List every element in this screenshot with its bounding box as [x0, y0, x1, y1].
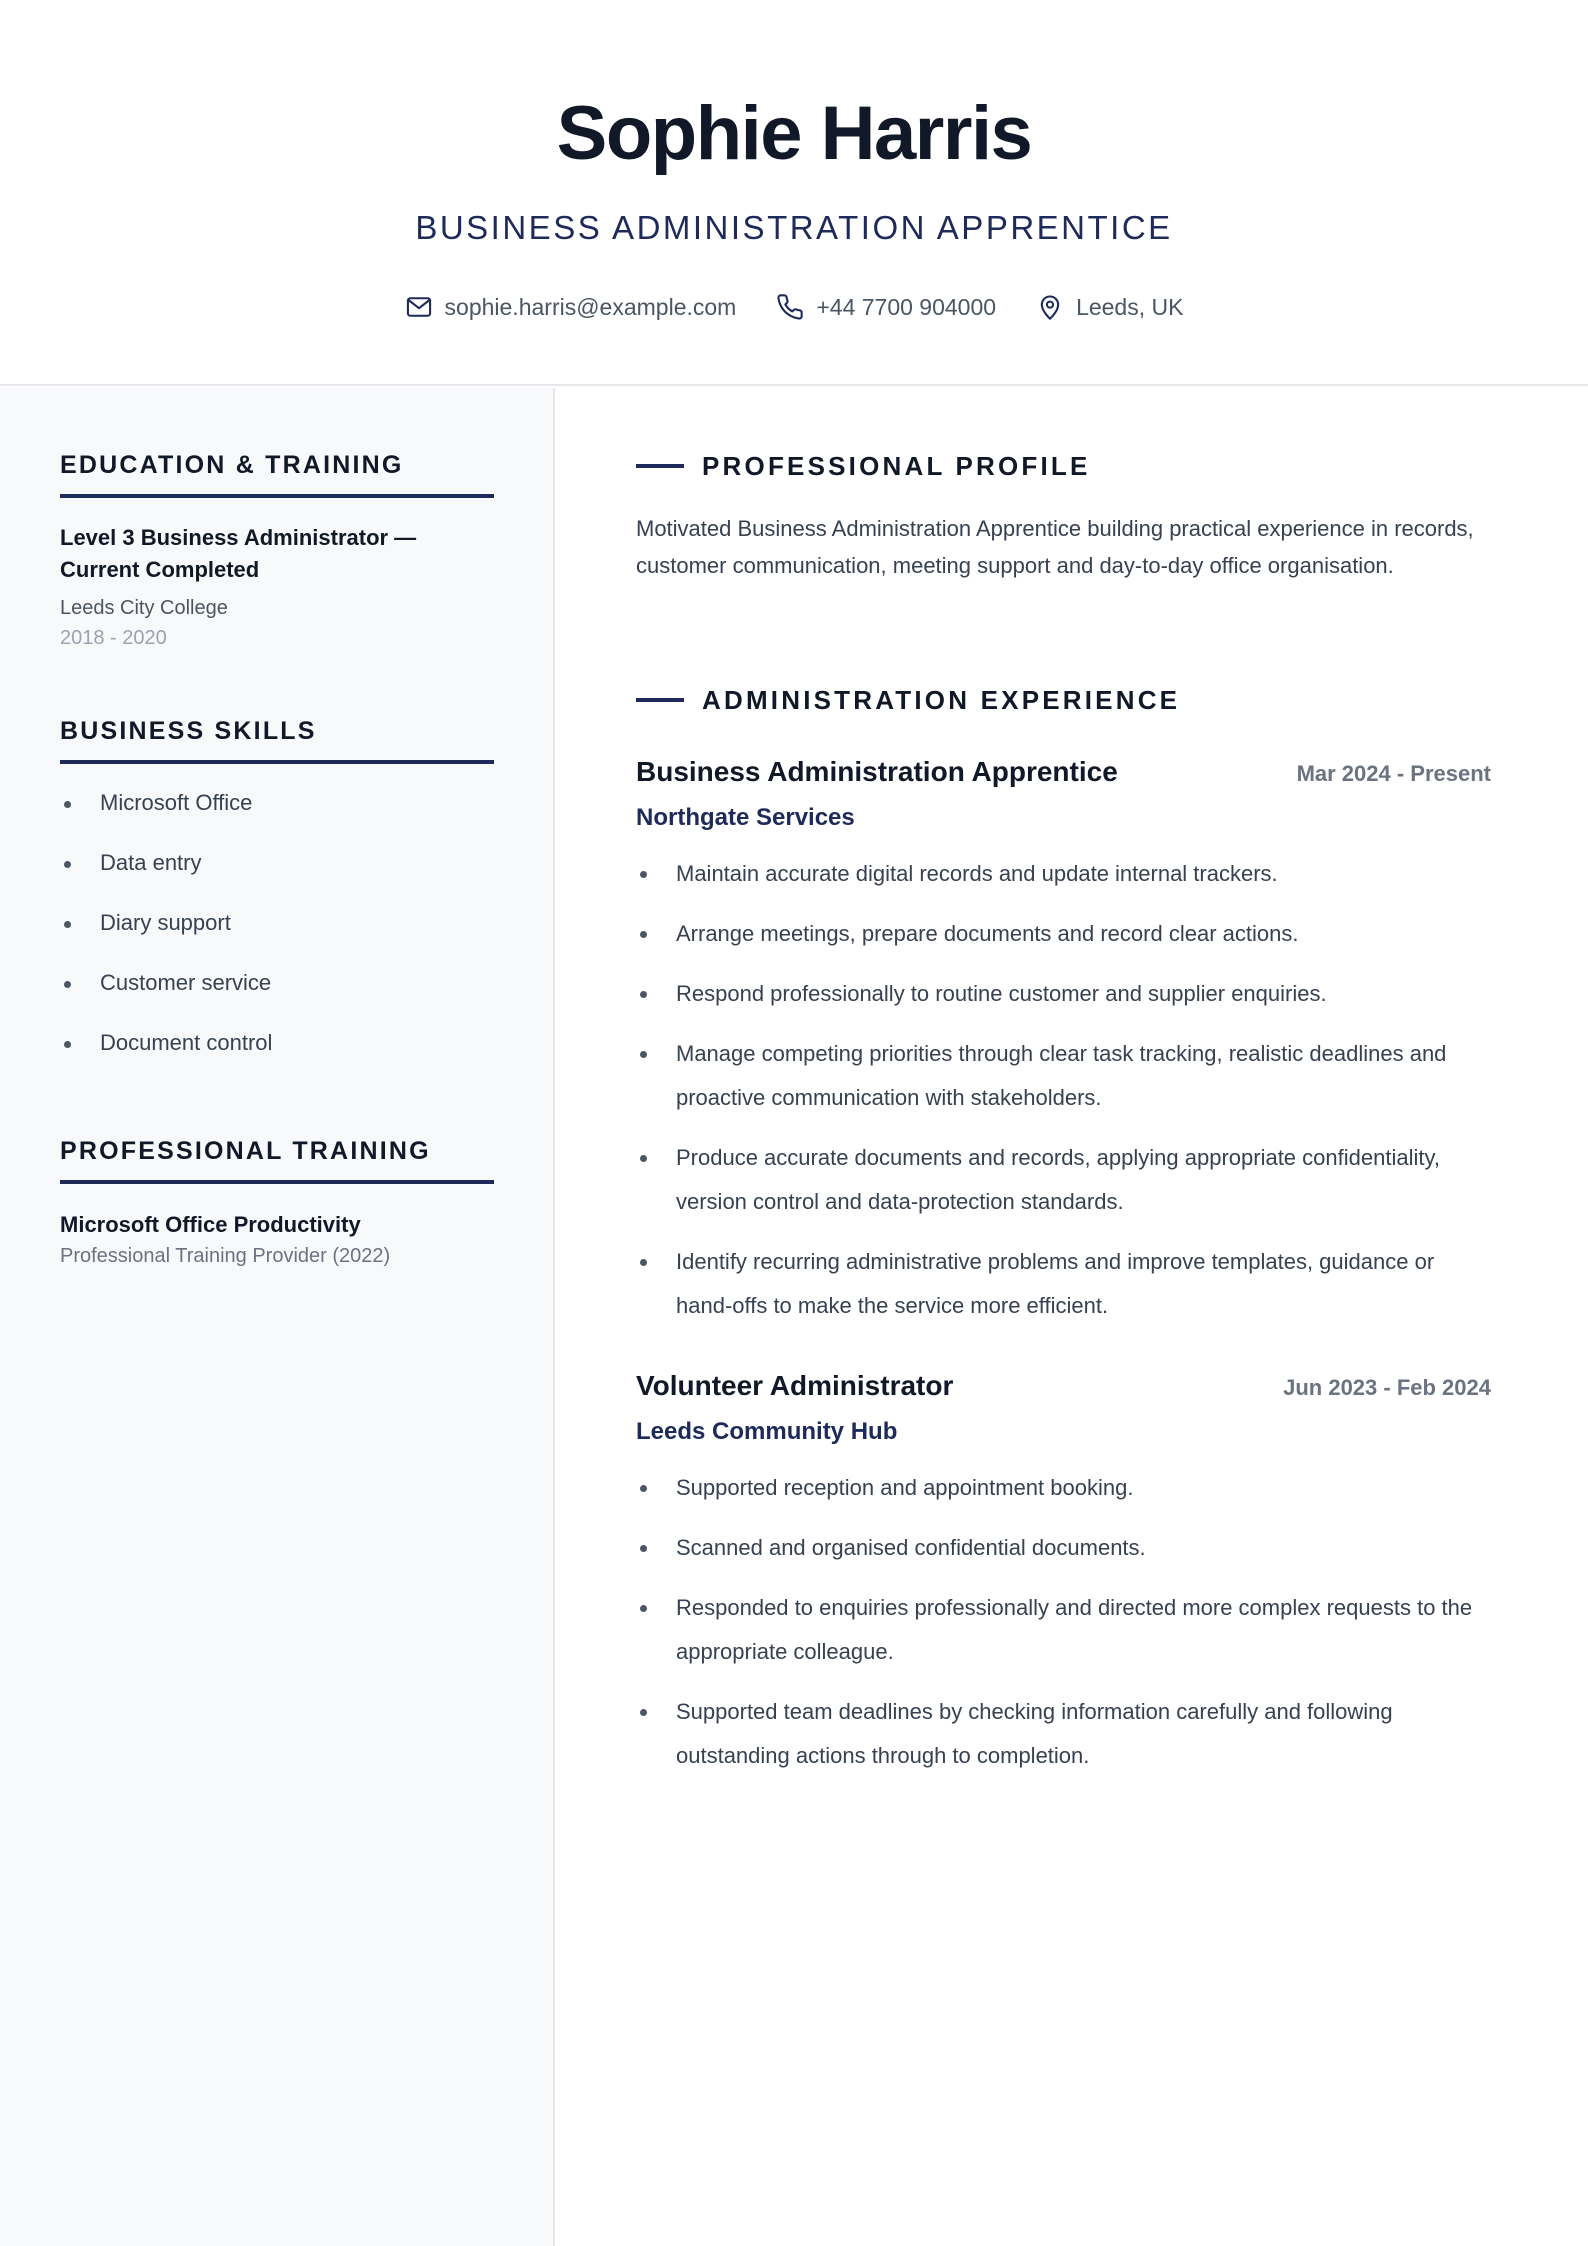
list-item: Identify recurring administrative problems and improve templates, guidance or hand-offs to make the service more efficient.	[636, 1240, 1491, 1328]
list-item: Supported team deadlines by checking information carefully and following outstanding actions through to completion.	[636, 1690, 1491, 1778]
job-title: Business Administration Apprentice	[636, 756, 1118, 787]
training-provider: Professional Training Provider (2022)	[60, 1245, 391, 1267]
list-item: Supported reception and appointment booking.	[636, 1466, 1491, 1510]
profile-title-text: PROFESSIONAL PROFILE	[702, 451, 1091, 481]
list-item: Document control	[60, 1026, 494, 1086]
candidate-role: BUSINESS ADMINISTRATION APPRENTICE	[415, 209, 1173, 246]
education-school: Leeds City College	[60, 597, 228, 619]
education-degree: Level 3 Business Administrator — Current Completed	[60, 525, 417, 582]
email-text: sophie.harris@example.com	[444, 294, 737, 320]
resume-header	[0, 0, 1588, 386]
training-name: Microsoft Office Productivity	[60, 1212, 361, 1237]
candidate-name: Sophie Harris	[556, 91, 1032, 176]
phone-text: +44 7700 904000	[816, 294, 997, 320]
job-dates: Mar 2024 - Present	[1296, 761, 1491, 786]
education-section	[60, 450, 494, 652]
main-content	[557, 388, 1588, 2246]
education-title: EDUCATION & TRAINING	[60, 450, 494, 498]
education-years: 2018 - 2020	[60, 627, 167, 649]
job-company: Leeds Community Hub	[636, 1418, 898, 1445]
list-item: Arrange meetings, prepare documents and record clear actions.	[636, 912, 1491, 956]
experience-title	[636, 684, 1491, 716]
title-accent-bar	[636, 464, 684, 468]
job-header	[636, 754, 1491, 792]
list-item: Manage competing priorities through clear task tracking, realistic deadlines and proactive communication with stakeholders.	[636, 1032, 1491, 1120]
list-item: Microsoft Office	[60, 786, 494, 846]
job-company: Northgate Services	[636, 804, 855, 831]
title-accent-bar	[636, 698, 684, 702]
list-item: Maintain accurate digital records and update internal trackers.	[636, 852, 1491, 896]
experience-section	[636, 684, 1491, 1794]
job-bullets	[636, 1466, 1491, 1778]
list-item: Responded to enquiries professionally and directed more complex requests to the appropriate colleague.	[636, 1586, 1491, 1674]
list-item: Scanned and organised confidential documents.	[636, 1526, 1491, 1570]
profile-section	[636, 450, 1491, 584]
profile-text: Motivated Business Administration Apprentice building practical experience in records, customer communication, meeting support and day-to-day office organisation.	[636, 516, 1474, 578]
experience-title-text: ADMINISTRATION EXPERIENCE	[702, 685, 1181, 715]
contact-phone[interactable]	[776, 290, 996, 324]
job-entry	[636, 1368, 1491, 1778]
sidebar	[0, 388, 555, 2246]
list-item: Respond professionally to routine customer and supplier enquiries.	[636, 972, 1491, 1016]
location-text: Leeds, UK	[1076, 294, 1184, 320]
job-entry	[636, 754, 1491, 1328]
contact-row	[0, 290, 1588, 324]
phone-icon	[776, 293, 804, 321]
list-item: Data entry	[60, 846, 494, 906]
job-title: Volunteer Administrator	[636, 1370, 954, 1401]
list-item: Produce accurate documents and records, applying appropriate confidentiality, version control and data-protection standards.	[636, 1136, 1491, 1224]
contact-location	[1036, 290, 1183, 324]
skills-title: BUSINESS SKILLS	[60, 716, 494, 764]
training-title: PROFESSIONAL TRAINING	[60, 1136, 494, 1184]
job-bullets	[636, 852, 1491, 1328]
map-pin-icon	[1036, 293, 1064, 321]
training-section	[60, 1136, 494, 1270]
job-header	[636, 1368, 1491, 1406]
skills-list	[60, 786, 494, 1086]
skills-section	[60, 716, 494, 1086]
list-item: Customer service	[60, 966, 494, 1026]
list-item: Diary support	[60, 906, 494, 966]
job-dates: Jun 2023 - Feb 2024	[1283, 1375, 1491, 1400]
envelope-icon	[405, 293, 433, 321]
profile-title	[636, 450, 1491, 482]
contact-email[interactable]	[405, 290, 737, 324]
